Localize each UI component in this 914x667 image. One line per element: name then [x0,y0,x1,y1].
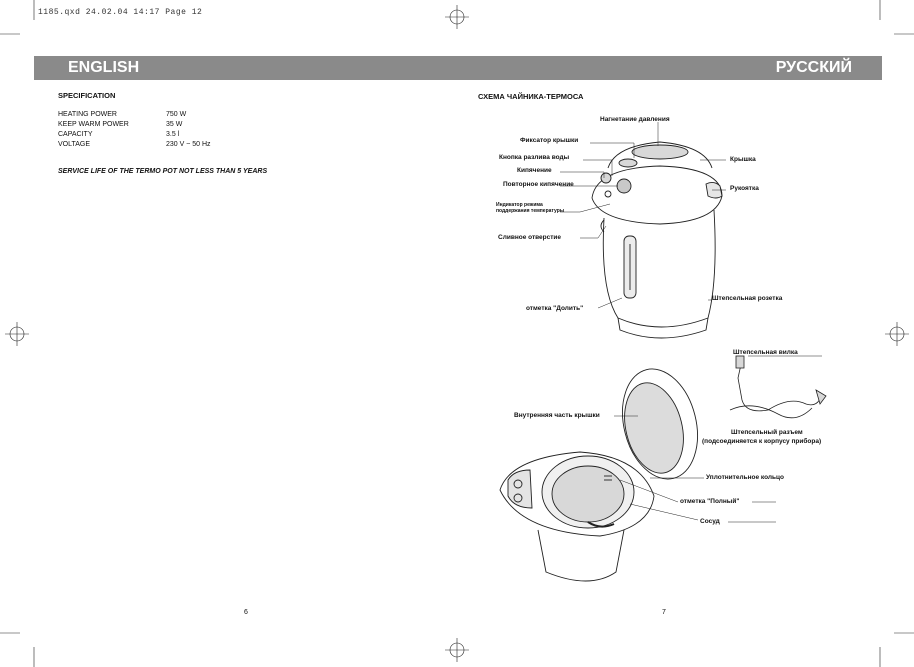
registration-marks [5,5,909,662]
russian-banner: РУССКИЙ [458,56,882,80]
label-connector-2: (подсоединяется к корпусу прибора) [702,438,822,445]
english-banner: ENGLISH [34,56,458,80]
specification-heading: SPECIFICATION [58,91,116,100]
page-number-left: 6 [244,609,248,616]
label-pressure: Нагнетание давления [600,116,670,123]
spec-row-capacity [58,130,211,140]
spec-key: HEATING POWER [58,111,117,118]
page-number-right: 7 [662,609,666,616]
label-boiling: Кипячение [517,167,552,174]
thermopot-top-view [500,361,708,581]
label-full-mark: отметка "Полный" [680,498,740,505]
label-reboil: Повторное кипячение [503,181,574,188]
spec-row-heating-power [58,110,211,120]
diagram-title: СХЕМА ЧАЙНИКА-ТЕРМОСА [478,92,584,101]
reg-mark-bottom [445,638,469,662]
label-socket: Штепсельная розетка [712,295,783,302]
spec-key: KEEP WARM POWER [58,121,129,128]
label-refill-mark: отметка "Долить" [526,305,584,312]
spec-value: 230 V ~ 50 Hz [166,141,211,148]
reg-mark-top [445,5,469,29]
label-plug: Штепсельная вилка [733,349,798,356]
spec-value: 35 W [166,121,183,128]
label-lid-lock: Фиксатор крышки [520,137,579,144]
spec-key: CAPACITY [58,131,93,138]
label-handle: Рукоятка [730,185,759,192]
label-vessel: Сосуд [700,518,720,525]
label-seal-ring: Уплотнительное кольцо [706,474,784,481]
thermopot-side-view [592,142,722,338]
spec-row-voltage [58,140,211,150]
spec-key: VOLTAGE [58,141,91,148]
label-connector-1: Штепсельный разъем [731,429,803,436]
reg-mark-left [5,322,29,346]
service-life-notice: SERVICE LIFE OF THE TERMO POT NOT LESS THAN 5 YEARS [58,168,268,175]
spec-row-keep-warm-power [58,120,211,130]
spec-value: 3.5 l [166,131,180,138]
label-keep-warm-indicator-2: поддержания температуры [496,208,565,214]
reg-mark-right [885,322,909,346]
label-lid: Крышка [730,156,756,163]
specification-table [58,110,211,150]
label-keep-warm-indicator-1: Индикатор режима [496,202,543,208]
label-drain: Сливное отверстие [498,234,562,241]
plug-cord [730,356,826,418]
label-pour-button: Кнопка разлива воды [499,154,570,161]
spec-value: 750 W [166,111,187,118]
label-inner-lid: Внутренняя часть крышки [514,412,600,419]
print-slug: 1185.qxd 24.02.04 14:17 Page 12 [38,8,203,17]
